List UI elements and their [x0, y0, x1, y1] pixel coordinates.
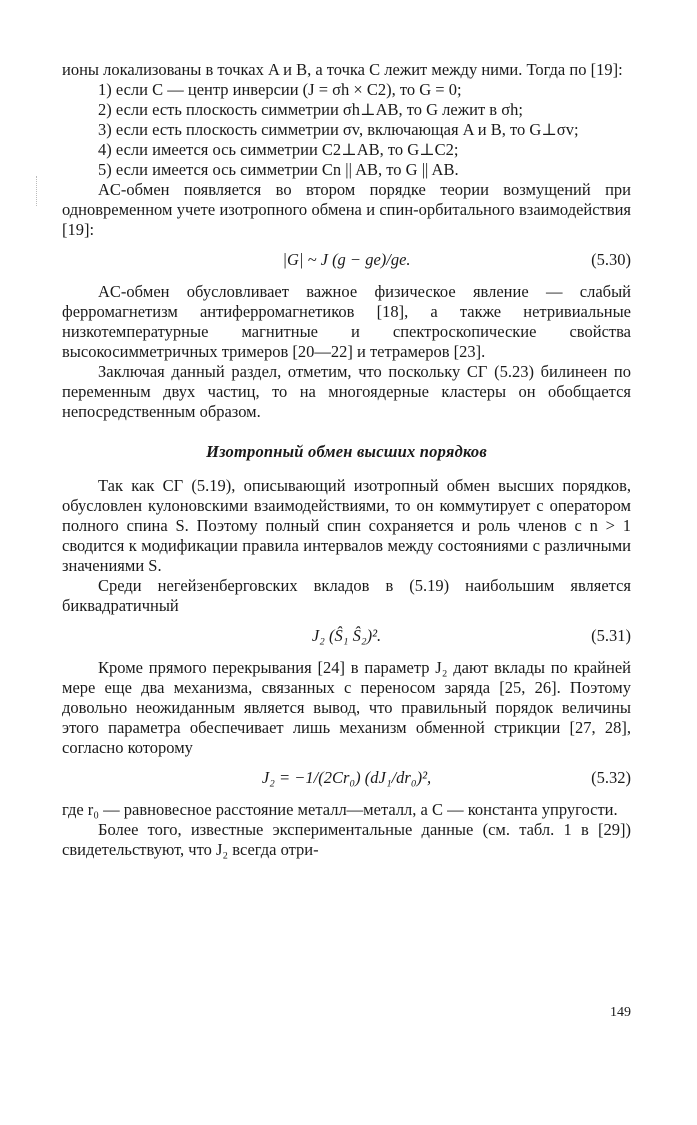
concluding-paragraph: Заключая данный раздел, отметим, что поскольку СГ (5.23) билинеен по переменным двух частиц, то на многоядерные кластеры он обобщается непосредственным образом.	[62, 362, 631, 421]
higher-order-paragraph: Так как СГ (5.19), описывающий изотропный обмен высших порядков, обусловлен кулоновскими взаимодействиями, то он коммутирует с оператором полного спина S. Поэтому полный спин сохраняется и роль членов с n > 1 сводится к модификации правила интервалов между состояниями с различными значениями S.	[62, 476, 631, 575]
equation-5-31	[62, 622, 631, 650]
equation-5-30	[62, 246, 631, 274]
section-heading: Изотропный обмен высших порядков	[206, 442, 487, 461]
condition-2: 2) если есть плоскость симметрии σh⊥AB, то G лежит в σh;	[98, 100, 523, 119]
definition-paragraph: где r₀ — равновесное расстояние металл—металл, а C — константа упругости.	[62, 800, 618, 819]
condition-4: 4) если имеется ось симметрии C2⊥AB, то G⊥C2;	[98, 140, 459, 159]
equation-number: (5.31)	[591, 626, 631, 645]
ac-exchange-paragraph: AC-обмен обусловливает важное физическое явление — слабый ферромагнетизм антиферромагнетиков [18], а также нетривиальные низкотемпературные магнитные и спектроскопические свойства высокосимметричных тримеров [20—22] и тетрамеров [23].	[62, 282, 631, 361]
biquadratic-paragraph: Среди негейзенберговских вкладов в (5.19) наибольшим является биквадратичный	[62, 576, 631, 615]
intro-text: ионы локализованы в точках A и B, а точка C лежит между ними. Тогда по [19]:	[62, 60, 623, 79]
equation-number: (5.32)	[591, 768, 631, 787]
mechanisms-paragraph: Кроме прямого перекрывания [24] в параметр J₂ дают вклады по крайней мере еще два механизма, связанных с переносом заряда [25, 26]. Поэтому довольно неожиданным является вывод, что правильный порядок величины этого параметра обеспечивает лишь механизм обменной стрикции [27, 28], согласно которому	[62, 658, 631, 757]
page-number: 149	[610, 1005, 631, 1020]
condition-1: 1) если C — центр инверсии (J = σh × C2), то G = 0;	[98, 80, 462, 99]
equation-formula: J₂ (Ŝ₁ Ŝ₂)².	[311, 626, 382, 645]
margin-mark	[36, 176, 38, 206]
condition-5: 5) если имеется ось симметрии Cn || AB, то G || AB.	[98, 160, 459, 179]
ac-exchange-intro: AC-обмен появляется во втором порядке теории возмущений при одновременном учете изотропного обмена и спин-орбитального взаимодействия [19]:	[62, 180, 631, 239]
equation-formula: |G| ~ J (g − ge)/ge.	[282, 250, 411, 269]
equation-5-32	[62, 764, 631, 792]
condition-3: 3) если есть плоскость симметрии σv, включающая A и B, то G⊥σv;	[98, 120, 579, 139]
equation-formula: J₂ = −1/(2Cr₀) (dJ₁/dr₀)²,	[261, 768, 432, 787]
experimental-paragraph: Более того, известные экспериментальные данные (см. табл. 1 в [29]) свидетельствуют, что J₂ всегда отри-	[62, 820, 631, 859]
equation-number: (5.30)	[591, 250, 631, 269]
